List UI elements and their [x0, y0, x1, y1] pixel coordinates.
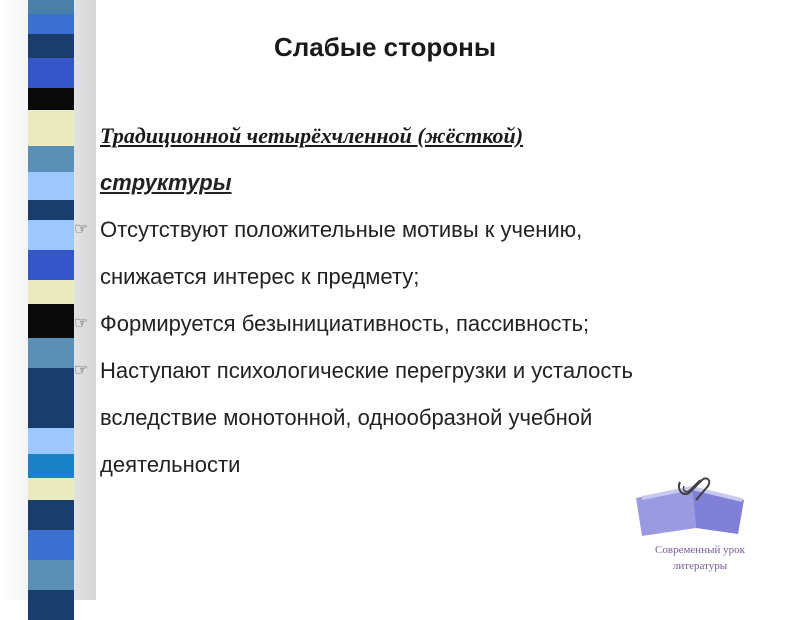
bullet-item [74, 300, 780, 347]
bullet-line: вследствие монотонной, однообразной учебной [100, 405, 593, 430]
pointing-hand-icon: ☞ [74, 362, 89, 379]
subheading-line-1: Традиционной четырёхчленной (жёсткой) [100, 123, 524, 148]
bullet-line: снижается интерес к предмету; [100, 264, 420, 289]
pointing-hand-icon: ☞ [74, 221, 89, 238]
bullet-line: Наступают психологические перегрузки и усталость [100, 358, 633, 383]
pointing-hand-icon: ☞ [74, 315, 89, 332]
bullet-line: Формируется безынициативность, пассивность; [100, 311, 590, 336]
footer-line-1: Современный урок [655, 544, 745, 556]
bullet-item [74, 206, 780, 300]
subheading-continued [100, 159, 780, 206]
decorative-stripes [28, 0, 74, 600]
subheading-line-2: структуры [100, 170, 232, 195]
footer-caption [630, 542, 770, 574]
footer-line-2: литературы [672, 560, 728, 572]
slide-content [74, 112, 780, 488]
bullet-line: Отсутствуют положительные мотивы к учению, [100, 217, 583, 242]
bullet-item [74, 347, 780, 488]
slide-title: Слабые стороны [273, 32, 497, 62]
subheading [100, 112, 780, 159]
paperclip-book-icon [632, 476, 752, 546]
bullet-line: деятельности [100, 452, 241, 477]
